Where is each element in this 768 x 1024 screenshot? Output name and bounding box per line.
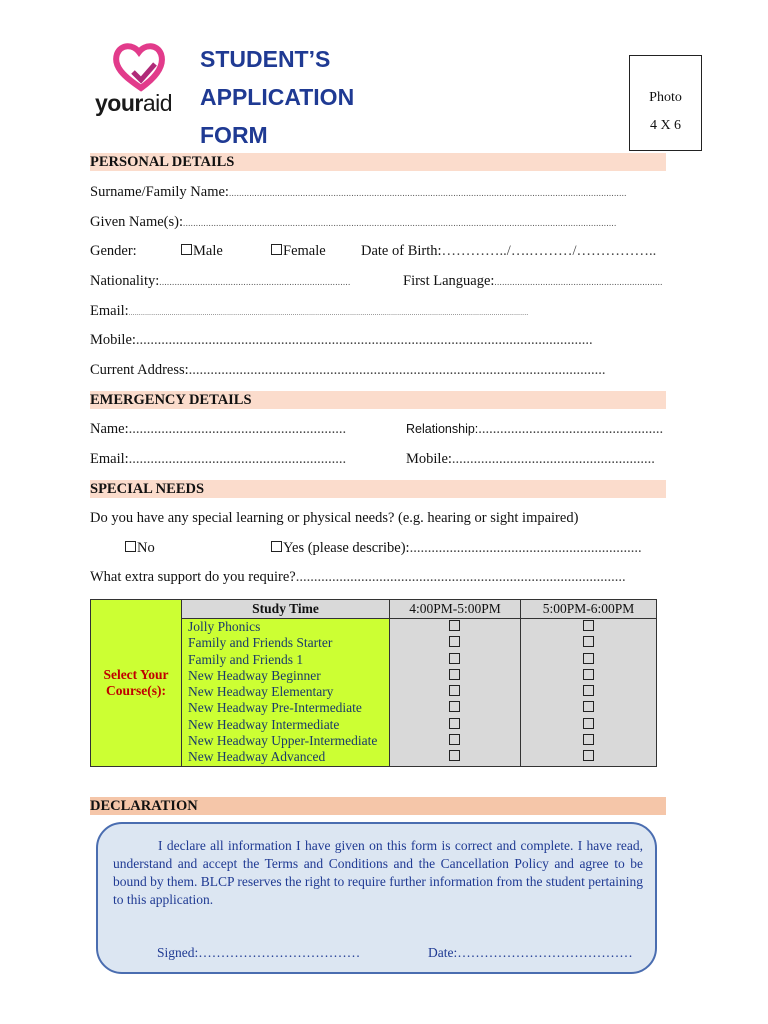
slot1-checkbox[interactable]	[449, 669, 460, 680]
relationship-field[interactable]	[406, 421, 663, 438]
slot1-cell	[390, 684, 520, 700]
current-address-field[interactable]	[90, 362, 606, 379]
course-item: New Headway Advanced	[188, 749, 326, 765]
given-name-field[interactable]	[90, 214, 617, 231]
slot2-checkbox[interactable]	[583, 653, 594, 664]
surname-field[interactable]	[90, 184, 627, 201]
given-name-line[interactable]: ..........................................................................................................................................................................	[183, 218, 617, 228]
date-line[interactable]: …………………………………	[457, 945, 633, 960]
emergency-email-field[interactable]	[90, 451, 346, 468]
course-selection-table	[90, 599, 657, 767]
select-course-label-line2: Course(s):	[106, 682, 166, 698]
slot1-checkbox[interactable]	[449, 701, 460, 712]
slot2-cell	[521, 733, 656, 749]
date-label: Date:	[428, 945, 458, 960]
surname-label: Surname/Family Name:	[90, 184, 229, 200]
nationality-label: Nationality:	[90, 273, 160, 289]
mobile-line[interactable]: ..............................................................................................................................	[135, 332, 593, 348]
course-item: New Headway Pre-Intermediate	[188, 700, 362, 716]
female-checkbox[interactable]	[271, 244, 282, 255]
slot2-checkbox-column	[521, 619, 657, 767]
slot2-checkbox[interactable]	[583, 620, 594, 631]
slot2-checkbox[interactable]	[583, 718, 594, 729]
photo-label: Photo	[649, 90, 682, 105]
mobile-label: Mobile:	[90, 332, 136, 348]
photo-placeholder	[629, 55, 702, 151]
first-language-field[interactable]	[403, 273, 663, 290]
slot1-checkbox[interactable]	[449, 636, 460, 647]
signed-line[interactable]: ………………………………	[198, 945, 361, 960]
slot1-cell	[390, 717, 520, 733]
slot1-cell	[390, 668, 520, 684]
slot2-cell	[521, 652, 656, 668]
slot1-cell	[390, 749, 520, 765]
yes-describe-line[interactable]: ................................................................	[409, 540, 642, 556]
page-title	[200, 40, 354, 154]
declaration-box	[96, 822, 657, 974]
extra-support-line[interactable]: ...........................................................................................	[295, 569, 626, 585]
special-needs-heading: SPECIAL NEEDS	[90, 480, 666, 498]
course-item: New Headway Elementary	[188, 684, 334, 700]
current-address-line[interactable]: ...................................................................................................................	[188, 362, 606, 378]
title-line-1: STUDENT’S	[200, 46, 331, 72]
emergency-name-label: Name:	[90, 421, 129, 437]
personal-details-heading: PERSONAL DETAILS	[90, 153, 666, 171]
slot1-cell	[390, 619, 520, 635]
slot2-cell	[521, 700, 656, 716]
email-line[interactable]: ...................................................................................................................................................................................................	[128, 309, 529, 317]
first-language-label: First Language:	[403, 273, 495, 289]
mobile-field[interactable]	[90, 332, 593, 349]
no-label: No	[137, 540, 155, 556]
slot2-cell	[521, 619, 656, 635]
dob-line[interactable]: …………../….………/……………..	[441, 243, 657, 259]
special-needs-no-option[interactable]	[125, 540, 155, 557]
select-course-label	[91, 600, 182, 767]
extra-support-field[interactable]	[90, 569, 626, 586]
title-line-2: APPLICATION	[200, 84, 355, 110]
special-needs-question: Do you have any special learning or physical needs? (e.g. hearing or sight impaired)	[90, 510, 579, 526]
emergency-mobile-label: Mobile:	[406, 451, 452, 467]
slot1-checkbox[interactable]	[449, 653, 460, 664]
slot2-cell	[521, 668, 656, 684]
surname-line[interactable]: ............................................................................................................................................................	[228, 188, 627, 198]
slot1-checkbox-column	[390, 619, 521, 767]
nationality-field[interactable]	[90, 273, 351, 290]
slot1-checkbox[interactable]	[449, 750, 460, 761]
yes-checkbox[interactable]	[271, 541, 282, 552]
slot1-checkbox[interactable]	[449, 620, 460, 631]
course-item: New Headway Intermediate	[188, 716, 340, 732]
first-language-line[interactable]: ..................................................................	[494, 277, 663, 287]
dob-label: Date of Birth:	[361, 243, 442, 259]
slot2-cell	[521, 717, 656, 733]
course-item: New Headway Upper-Intermediate	[188, 733, 378, 749]
select-course-label-line1: Select Your	[103, 666, 169, 682]
email-label: Email:	[90, 303, 129, 319]
slot2-header: 5:00PM-6:00PM	[521, 600, 657, 619]
male-label: Male	[193, 243, 223, 259]
signed-label: Signed:	[157, 945, 199, 960]
emergency-name-line[interactable]: ............................................................	[128, 421, 347, 437]
declaration-heading: DECLARATION	[90, 797, 666, 815]
course-item: Family and Friends 1	[188, 651, 304, 667]
relationship-label: Relationship:	[406, 422, 479, 436]
male-option[interactable]	[181, 243, 223, 260]
emergency-details-heading: EMERGENCY DETAILS	[90, 391, 666, 409]
female-label: Female	[283, 243, 326, 259]
slot2-checkbox[interactable]	[583, 750, 594, 761]
emergency-name-field[interactable]	[90, 421, 346, 438]
course-item: Family and Friends Starter	[188, 635, 333, 651]
current-address-label: Current Address:	[90, 362, 189, 378]
slot2-checkbox[interactable]	[583, 734, 594, 745]
date-field[interactable]	[428, 945, 633, 961]
signed-field[interactable]	[157, 945, 360, 961]
slot2-cell	[521, 684, 656, 700]
gender-label: Gender:	[90, 243, 137, 259]
given-name-label: Given Name(s):	[90, 214, 184, 230]
slot1-cell	[390, 652, 520, 668]
title-line-3: FORM	[200, 122, 268, 148]
nationality-line[interactable]: ...........................................................................	[159, 277, 351, 287]
dob-field[interactable]	[361, 243, 656, 260]
slot1-cell	[390, 700, 520, 716]
relationship-line[interactable]: ...................................................	[478, 421, 664, 437]
slot2-cell	[521, 635, 656, 651]
study-time-header: Study Time	[182, 600, 390, 619]
brand-wordmark: youraid	[95, 90, 173, 116]
emergency-mobile-line[interactable]: ........................................................	[451, 451, 655, 467]
slot2-checkbox[interactable]	[583, 636, 594, 647]
male-checkbox[interactable]	[181, 244, 192, 255]
slot2-checkbox[interactable]	[583, 701, 594, 712]
female-option[interactable]	[271, 243, 326, 260]
no-checkbox[interactable]	[125, 541, 136, 552]
slot1-checkbox[interactable]	[449, 718, 460, 729]
yes-label: Yes (please describe):	[283, 540, 410, 556]
slot1-checkbox[interactable]	[449, 734, 460, 745]
slot1-header: 4:00PM-5:00PM	[390, 600, 521, 619]
slot2-cell	[521, 749, 656, 765]
slot1-cell	[390, 635, 520, 651]
declaration-text: I declare all information I have given on this form is correct and complete. I have read, understand and accept the Terms and Conditions and the Cancellation Policy and agree to be bound by them. BLCP reserves the right to require further information from the student pertaining to this application.	[113, 838, 644, 907]
extra-support-label: What extra support do you require?	[90, 569, 296, 585]
slot2-checkbox[interactable]	[583, 669, 594, 680]
emergency-mobile-field[interactable]	[406, 451, 655, 468]
course-item: Jolly Phonics	[188, 619, 261, 634]
emergency-email-label: Email:	[90, 451, 129, 467]
slot1-checkbox[interactable]	[449, 685, 460, 696]
slot2-checkbox[interactable]	[583, 685, 594, 696]
slot1-cell	[390, 733, 520, 749]
email-field[interactable]	[90, 303, 528, 320]
course-item: New Headway Beginner	[188, 667, 321, 683]
special-needs-yes-option[interactable]	[271, 540, 642, 557]
course-list	[182, 619, 390, 767]
photo-size: 4 X 6	[649, 118, 682, 133]
emergency-email-line[interactable]: ............................................................	[128, 451, 347, 467]
